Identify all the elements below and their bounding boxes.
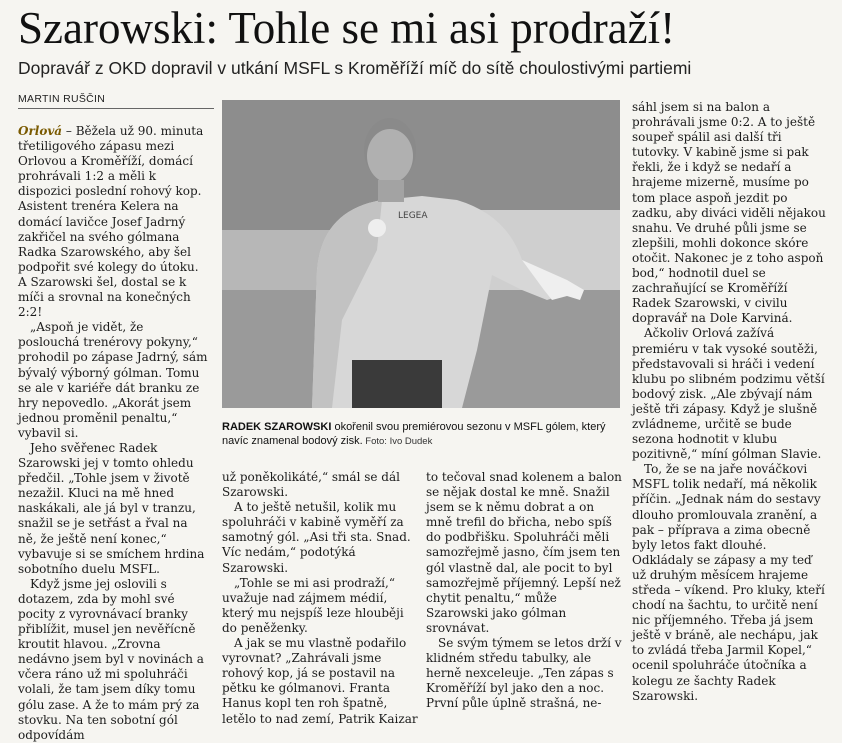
article-column-2 xyxy=(222,470,418,727)
caption-text: okořenil svou premiérovou sezonu v MSFL gólem, který navíc znamenal bodový zisk. xyxy=(222,421,606,447)
paragraph: Jeho svěřenec Radek Szarowski jej v tomto ohledu předčil. „Tohle jsem v životě nezažil. Kluci na mě hned naskákali, ale já byl v tranzu, snažil se je setřást a řval na ně, že ještě není konec,“ vybavuje si se smíchem hrdina sobotního duelu MSFL. xyxy=(18,440,205,576)
paragraph: to tečoval snad kolenem a balon se nějak dostal ke mně. Snažil jsem se k němu dobrat a on mně trefil do břicha, nebo spíš do podbřišku. Spoluhráči měli samozřejmě jasno, čím jsem ten gól vlastně dal, ale pocit to byl samozřejmě příjemný. Lepší než chytit penaltu,“ může Szarowski jako gólman srovnávat. xyxy=(426,470,622,635)
photo-credit: Foto: Ivo Dudek xyxy=(362,436,433,447)
dateline: Orlová xyxy=(18,124,63,138)
paragraph: Když jsme jej oslovili s dotazem, zda by mohl své pocity z vyrovnávací branky přiblížit, musel jen nevěřícně kroutit hlavou. „Zrovna nedávno jsem byl v novinách a včera ráno už mi spoluhráči volali, že tam jsem díky tomu gólu zase. A že to mám prý za stovku. Na ten sobotní gól odpovídám xyxy=(18,576,204,742)
paragraph: To, že se na jaře nováčkovi MSFL tolik nedaří, má několik příčin. „Jednak nám do sestavy dlouho promlouvala zranění, a pak – příprava a zima obecně byly letos fakt dlouhé. Odkládaly se zápasy a my teď už druhým měsícem hrajeme středa – víkend. Pro kluky, kteří chodí na šachtu, to určitě není nic příjemného. Třeba já jsem ještě v bráně, ale nechápu, jak to zvládá třeba Jarmil Kopel,“ ocenil spoluhráče útočníka a kolegu ze šachty Radek Szarowski. xyxy=(632,462,825,703)
paragraph: „Tohle se mi asi prodraží,“ uvažuje nad zájmem médií, který mu nejspíš leze hlouběji do peněženky. xyxy=(222,575,404,635)
paragraph: „Aspoň je vidět, že poslouchá trenérovy pokyny,“ prohodil po zápase Jadrný, sám bývalý výborný gólman. Tomu se ale v kariéře dát branku ze hry nepovedlo. „Akorát jsem jednou proměnil penaltu,“ vybavil si. xyxy=(18,320,208,440)
photo-illustration xyxy=(222,100,620,408)
goalkeeper-photo xyxy=(222,100,620,408)
paragraph: už poněkolikáté,“ smál se dál Szarowski. xyxy=(222,470,400,500)
paragraph: Se svým týmem se letos drží v klidném středu tabulky, ale herně nexceleuje. „Ten zápas s Kroměříží byl jako den a noc. První půle úplně strašná, ne- xyxy=(426,636,622,711)
article-column-4 xyxy=(632,100,828,704)
paragraph: A jak se mu vlastně podařilo vyrovnat? „Zahrávali jsme rohový kop, já se postavil na pětku ke gólmanovi. Franta Hanus kopl ten roh špatně, letělo to nad zemí, Patrik Kaizar xyxy=(222,636,418,726)
paragraph: A to ještě netušil, kolik mu spoluhráči v kabině vyměří za samotný gól. „Asi tři sta. Snad. Víc nedám,“ podotýká Szarowski. xyxy=(222,500,411,575)
jersey-text: LEGEA xyxy=(398,211,428,221)
article-column-3 xyxy=(426,470,622,712)
article-column-1 xyxy=(18,124,208,743)
photo-caption xyxy=(222,420,620,449)
caption-name: RADEK SZAROWSKI xyxy=(222,421,332,433)
paragraph: sáhl jsem si na balon a prohrávali jsme 0:2. A to ještě soupeř spálil asi další tři tutovky. V kabině jsme si pak řekli, že i když se nedaří a hrajeme mizerně, musíme po tom place aspoň jezdit po zadku, aby diváci viděli nějakou snahu. Ve druhé půli jsme se zlepšili, mohli dokonce skóre otočit. Nakonec je z toho aspoň bod,“ hodnotil duel se zachraňující se Kroměříží Radek Szarowski, v civilu dopravář na Dole Karviná. xyxy=(632,100,826,326)
paragraph: Ačkoliv Orlová zažívá premiéru v tak vysoké soutěži, představovali si hráči i vedení klubu po slibném podzimu větší bodový zisk. „Ale zbývají nám ještě tři zápasy. Když je slušně zvládneme, určitě se bude sezona hodnotit v klubu pozitivně,“ míní gólman Slavie. xyxy=(632,326,825,462)
lead-text: – Běžela už 90. minuta třetiligového zápasu mezi Orlovou a Kroměříží, domácí prohrávali 1:2 a měli k dispozici poslední rohový kop. Asistent trenéra Kelera na domácí lavičce Josef Jadrný zakřičel na svého gólmana Radka Szarowského, aby šel podpořit své kolegy do útoku. A Szarowski šel, dostal se k míči a srovnal na konečných 2:2! xyxy=(18,124,204,320)
headline: Szarowski: Tohle se mi asi prodraží! xyxy=(18,3,676,53)
subheadline: Dopravář z OKD dopravil v utkání MSFL s Kroměříží míč do sítě choulostivými partiemi xyxy=(18,58,692,78)
lead-paragraph xyxy=(18,124,208,320)
byline-rule xyxy=(18,108,214,109)
author-byline: MARTIN RUŠČIN xyxy=(18,93,106,105)
